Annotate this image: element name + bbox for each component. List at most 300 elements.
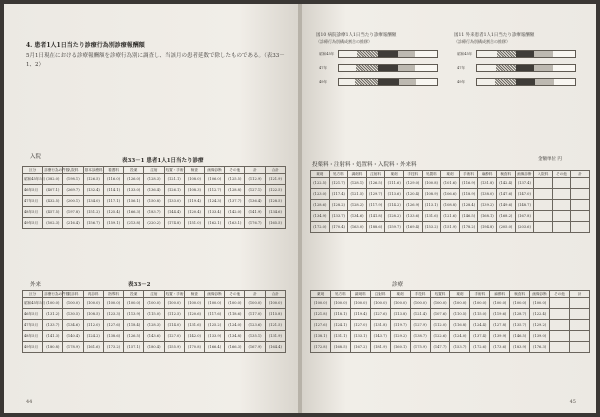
- right-table2-caption: 診療: [392, 282, 404, 288]
- table-cell: (100.0): [83, 298, 103, 309]
- table-cell: (175.9): [410, 342, 430, 353]
- table-cell: (269.7): [63, 185, 83, 196]
- bar-segment: [497, 51, 517, 57]
- table-cell: (113.9): [124, 309, 144, 320]
- table-cell: (117.6): [204, 309, 224, 320]
- table-cell: [534, 189, 553, 200]
- column-header: 薬剤: [390, 291, 410, 298]
- table-cell: (119.6): [490, 309, 510, 320]
- table-cell: (114.1): [103, 185, 123, 196]
- table-cell: (130.5): [63, 309, 83, 320]
- table-cell: (205.0): [496, 222, 515, 233]
- table-cell: (116.0): [103, 174, 123, 185]
- table-cell: (131.1): [330, 331, 350, 342]
- table-cell: (129.2): [530, 320, 550, 331]
- table-cell: (151.9): [441, 222, 460, 233]
- table-cell: (146.5): [510, 331, 530, 342]
- table-cell: (134.9): [311, 211, 330, 222]
- chart-inpatient-composition: [316, 32, 446, 92]
- column-header: 検査: [184, 167, 204, 174]
- table-cell: (173.6): [490, 342, 510, 353]
- table-cell: (117.0): [245, 309, 265, 320]
- bar-segment: [553, 65, 575, 71]
- table-cell: (166.4): [204, 342, 224, 353]
- table-cell: (113.1): [422, 200, 441, 211]
- table-row: [23, 298, 286, 309]
- table-cell: (180.8): [43, 342, 63, 353]
- column-header: 入院料: [534, 171, 553, 178]
- table-cell: (100.0): [410, 298, 430, 309]
- table-cell: (155.9): [164, 342, 184, 353]
- table-cell: (163.1): [225, 218, 245, 229]
- row-label: 48年5月: [23, 331, 43, 342]
- bar-segment: [535, 79, 555, 85]
- column-header: 処置・手術: [165, 167, 184, 172]
- table-cell: (100.0): [245, 298, 265, 309]
- column-header: 計: [245, 291, 265, 298]
- table-cell: (121.4): [410, 309, 430, 320]
- table-cell: (167.8): [515, 211, 534, 222]
- bar-segment: [477, 79, 495, 85]
- table-cell: (174.8): [164, 218, 184, 229]
- table-cell: (133.7): [43, 320, 63, 331]
- table-cell: (118.9): [459, 189, 478, 200]
- bar-label: 昭和45年: [457, 52, 473, 56]
- table-cell: (178.9): [63, 342, 83, 353]
- column-header: 投薬: [124, 291, 144, 298]
- table-cell: [552, 178, 571, 189]
- table-cell: (133.0): [164, 196, 184, 207]
- table-cell: (502.3): [43, 218, 63, 229]
- table-cell: (127.6): [370, 309, 390, 320]
- bar-label: 49年: [457, 80, 466, 84]
- table-cell: (146.5): [459, 211, 478, 222]
- table-cell: [552, 211, 571, 222]
- table-cell: (149.6): [496, 200, 515, 211]
- column-header: 入院料: [63, 167, 83, 174]
- column-header: 診療行為の件数: [44, 167, 70, 172]
- table-cell: (131.9): [265, 331, 285, 342]
- table-cell: (123.3): [103, 309, 123, 320]
- column-header: 処方料: [329, 171, 348, 178]
- table-row: [23, 174, 286, 185]
- row-label: 49年5月: [23, 218, 43, 229]
- inpatient-table-caption: 表33－1 患者1人1日当たり診療: [122, 158, 204, 164]
- stacked-bar: [457, 50, 576, 58]
- table-cell: (127.8): [490, 320, 510, 331]
- table-cell: (100.0): [450, 298, 470, 309]
- table-cell: (131.2): [43, 309, 63, 320]
- table-cell: (124.4): [470, 320, 490, 331]
- table-cell: (137.4): [515, 178, 534, 189]
- table-cell: (101.6): [441, 178, 460, 189]
- table-cell: (127.0): [350, 320, 370, 331]
- table-cell: (131.6): [184, 320, 204, 331]
- table-cell: (122.4): [530, 309, 550, 320]
- table-cell: (112.7): [204, 185, 224, 196]
- table-cell: (100.0): [103, 298, 123, 309]
- table-cell: (100.0): [311, 298, 331, 309]
- chart1-title: 図10 病院診療1人1日当たり診療報酬額: [316, 33, 397, 38]
- table-cell: (407.1): [43, 185, 63, 196]
- column-header: 区分: [23, 291, 43, 298]
- table-cell: (141.8): [366, 211, 385, 222]
- table-cell: (100.0): [184, 298, 204, 309]
- table-cell: (183.7): [144, 207, 164, 218]
- table-cell: (142.0): [184, 331, 204, 342]
- table-row: [23, 185, 286, 196]
- outpatient-table: [22, 290, 286, 353]
- table-cell: (198.1): [63, 174, 83, 185]
- column-header: 処置・手術: [165, 291, 184, 296]
- table-cell: (220.2): [144, 218, 164, 229]
- table-cell: (128.3): [144, 174, 164, 185]
- bar-segment: [477, 65, 496, 71]
- table-cell: [534, 200, 553, 211]
- table-cell: (128.1): [348, 178, 367, 189]
- table-cell: (197.8): [63, 207, 83, 218]
- table-cell: (129.7): [366, 189, 385, 200]
- table-cell: (138.6): [103, 331, 123, 342]
- table-cell: (131.6): [422, 211, 441, 222]
- table-cell: (115.0): [470, 309, 490, 320]
- column-header: 麻酔料: [490, 291, 510, 298]
- column-header: 麻酔料: [478, 171, 497, 178]
- table-cell: (100.0): [124, 298, 144, 309]
- row-label: 47年5月: [23, 320, 43, 331]
- table-cell: (108.0): [184, 174, 204, 185]
- table-cell: [571, 200, 590, 211]
- table-cell: [534, 222, 553, 233]
- column-header: その他: [550, 291, 570, 298]
- table-cell: (133.4): [204, 207, 224, 218]
- table-cell: (143.7): [370, 331, 390, 342]
- bar-label: 49年: [319, 80, 328, 84]
- inpatient-table: [22, 166, 286, 229]
- bar-segment: [534, 65, 554, 71]
- bar-segment: [516, 51, 534, 57]
- table-cell: (113.8): [390, 309, 410, 320]
- table-cell: (134.0): [83, 196, 103, 207]
- table-cell: (457.5): [43, 207, 63, 218]
- table-cell: [550, 298, 570, 309]
- table-cell: (117.9): [366, 200, 385, 211]
- bar-segment: [553, 51, 575, 57]
- table-cell: (178.2): [459, 222, 478, 233]
- table-cell: (151.2): [83, 207, 103, 218]
- table-cell: [571, 178, 590, 189]
- bar-segment: [398, 65, 416, 71]
- table-cell: [569, 342, 589, 353]
- table-row: [311, 342, 590, 353]
- column-header: その他: [225, 291, 245, 298]
- table-cell: (118.6): [225, 309, 245, 320]
- table-cell: (127.6): [103, 320, 123, 331]
- table-cell: (100.0): [144, 298, 164, 309]
- table-cell: [550, 309, 570, 320]
- table-cell: (169.4): [403, 222, 422, 233]
- outpatient-label: 外来: [30, 282, 42, 288]
- table-cell: (133.0): [124, 185, 144, 196]
- table-cell: (153.2): [422, 222, 441, 233]
- bar-label: 昭和45年: [319, 52, 335, 56]
- table-cell: (100.8): [422, 178, 441, 189]
- table-cell: (137.7): [225, 196, 245, 207]
- table-cell: (128.2): [348, 200, 367, 211]
- bar-segment: [516, 65, 534, 71]
- bar-segment: [398, 51, 416, 57]
- column-header: 基本診療料: [84, 167, 103, 172]
- table-cell: (153.7): [450, 342, 470, 353]
- table-cell: (139.9): [490, 331, 510, 342]
- table-cell: (114.0): [164, 320, 184, 331]
- table-cell: (124.1): [330, 320, 350, 331]
- column-header: 処方料: [330, 291, 350, 298]
- table-row: [23, 309, 286, 320]
- table-cell: (126.9): [403, 200, 422, 211]
- table-row: [311, 222, 590, 233]
- column-header: 注射料: [366, 171, 385, 178]
- table-cell: (216.4): [63, 218, 83, 229]
- table-cell: (134.6): [348, 211, 367, 222]
- column-header: 検査料: [510, 291, 530, 298]
- row-label: 昭和45年5月: [23, 174, 43, 185]
- table-cell: (106.6): [441, 189, 460, 200]
- table-cell: [552, 189, 571, 200]
- chart1-subtitle: （診療行為別構成割合の推移）: [316, 39, 372, 44]
- table-cell: (382.0): [43, 174, 63, 185]
- table-cell: (134.8): [225, 331, 245, 342]
- table-row: [23, 331, 286, 342]
- table-cell: (133.1): [350, 331, 370, 342]
- table-cell: (100.0): [430, 298, 450, 309]
- stacked-bar: [319, 64, 438, 72]
- chart2-title: 図11 外来患者1人1日当たり診療報酬額: [454, 33, 535, 38]
- table-cell: (123.0): [311, 189, 330, 200]
- table-cell: (118.4): [124, 320, 144, 331]
- row-label: 49年5月: [23, 342, 43, 353]
- table-cell: (160.1): [390, 342, 410, 353]
- right-table-1: [310, 170, 590, 233]
- table-cell: (100.0): [225, 298, 245, 309]
- unit-label: 金額単位 円: [538, 157, 562, 162]
- table-cell: (161.6): [83, 342, 103, 353]
- bar-segment: [496, 65, 517, 71]
- table-cell: (133.6): [403, 211, 422, 222]
- table-cell: (100.0): [370, 298, 390, 309]
- table-row: [23, 196, 286, 207]
- table-cell: (135.7): [510, 320, 530, 331]
- column-header: 処置料: [422, 171, 441, 178]
- table-cell: (100.0): [530, 298, 550, 309]
- table-cell: (176.7): [245, 218, 265, 229]
- column-header: 手技料: [410, 291, 430, 298]
- column-header: 合計: [265, 167, 285, 174]
- table-cell: (121.8): [311, 309, 331, 320]
- table-cell: (128.4): [459, 200, 478, 211]
- table-row: [23, 207, 286, 218]
- table-cell: (126.5): [83, 174, 103, 185]
- table-row: [23, 320, 286, 331]
- table-cell: (163.0): [348, 222, 367, 233]
- column-header: 手術料: [459, 171, 478, 178]
- table-cell: (125.4): [103, 207, 123, 218]
- table-cell: (180.4): [144, 342, 164, 353]
- bar-segment: [415, 51, 437, 57]
- column-header: 診療行為の件数: [44, 291, 70, 296]
- table-cell: (203.6): [515, 222, 534, 233]
- table-cell: (172.6): [470, 342, 490, 353]
- table-cell: (170.4): [329, 222, 348, 233]
- table-cell: (100.0): [330, 298, 350, 309]
- table-cell: (120.4): [403, 189, 422, 200]
- table-cell: (139.2): [478, 200, 497, 211]
- bar-segment: [415, 65, 437, 71]
- stacked-bar: [457, 78, 576, 86]
- table-cell: (128.2): [329, 200, 348, 211]
- table-cell: (112.9): [245, 174, 265, 185]
- table-cell: (121.5): [348, 189, 367, 200]
- right-table1-caption: 投薬料・注射料・処置料・入院料・外来料: [312, 162, 417, 168]
- chart-outpatient-composition: [454, 32, 584, 92]
- column-header: 画像診断: [204, 291, 224, 298]
- bar-segment: [355, 79, 379, 85]
- table-cell: [534, 178, 553, 189]
- column-header: 注射料: [370, 291, 390, 298]
- table-cell: (127.0): [164, 331, 184, 342]
- table-cell: (132.4): [83, 185, 103, 196]
- table-cell: (107.6): [430, 309, 450, 320]
- table-cell: (100.0): [265, 298, 285, 309]
- stacked-bar: [457, 64, 576, 72]
- table-row: [311, 178, 590, 189]
- table-cell: (115.0): [144, 309, 164, 320]
- table-cell: (124.3): [204, 196, 224, 207]
- right-page: [302, 4, 596, 413]
- table-cell: [534, 211, 553, 222]
- bar-segment: [477, 51, 497, 57]
- table-cell: (183.9): [510, 342, 530, 353]
- table-cell: (100.0): [390, 298, 410, 309]
- column-header: 調剤料: [348, 171, 367, 178]
- table-cell: (135.1): [245, 331, 265, 342]
- table-cell: (140.4): [63, 331, 83, 342]
- table-cell: (168.1): [478, 211, 497, 222]
- table-cell: (116.9): [459, 178, 478, 189]
- table-cell: (100.0): [350, 298, 370, 309]
- table-cell: (100.0): [43, 298, 63, 309]
- table-row: [311, 309, 590, 320]
- table-cell: (129.0): [403, 178, 422, 189]
- table-cell: (108.3): [184, 185, 204, 196]
- table-cell: (100.0): [63, 298, 83, 309]
- table-cell: (133.9): [204, 331, 224, 342]
- section-paragraph: 5月1日現在における診療報酬額を診療行為別に調査し、当該月の患者延数で除したものである。（表33－1、2）: [26, 53, 285, 68]
- table-cell: (108.9): [422, 189, 441, 200]
- bar-segment: [399, 79, 417, 85]
- table-cell: (127.6): [311, 320, 331, 331]
- table-cell: (143.6): [144, 331, 164, 342]
- table-cell: (147.6): [496, 189, 515, 200]
- bar-segment: [378, 79, 399, 85]
- bar-segment: [554, 79, 575, 85]
- table-cell: [552, 200, 571, 211]
- table-cell: (108.5): [83, 309, 103, 320]
- table-cell: (167.9): [245, 342, 265, 353]
- table-cell: (121.9): [265, 174, 285, 185]
- table-cell: (114.2): [385, 200, 404, 211]
- table-cell: (173.2): [103, 342, 123, 353]
- table-cell: (156.7): [83, 218, 103, 229]
- stacked-bar: [319, 50, 438, 58]
- table-cell: (123.6): [245, 320, 265, 331]
- table-cell: (170.8): [184, 342, 204, 353]
- table-cell: (122.5): [265, 185, 285, 196]
- table-cell: (141.3): [43, 331, 63, 342]
- table-cell: (137.4): [470, 331, 490, 342]
- bar-segment: [516, 79, 535, 85]
- bar-segment: [339, 51, 357, 57]
- table-cell: [569, 298, 589, 309]
- table-cell: (106.0): [204, 174, 224, 185]
- column-header: 区分: [23, 167, 43, 174]
- table-cell: (115.8): [265, 309, 285, 320]
- bar-segment: [339, 65, 356, 71]
- page-number-right: 45: [569, 399, 576, 405]
- table-cell: (126.1): [164, 185, 184, 196]
- row-label: 47年5月: [23, 196, 43, 207]
- table-cell: (127.1): [245, 185, 265, 196]
- table-cell: (139.0): [530, 331, 550, 342]
- table-cell: (119.7): [390, 320, 410, 331]
- table-cell: [550, 342, 570, 353]
- column-header: 注射: [144, 167, 164, 174]
- table-cell: (125.2): [204, 320, 224, 331]
- table-cell: (111.6): [385, 178, 404, 189]
- table-cell: (100.0): [490, 298, 510, 309]
- table-cell: (128.8): [225, 185, 245, 196]
- table-cell: (108.8): [441, 200, 460, 211]
- table-cell: (159.1): [103, 218, 123, 229]
- section-title: 4. 患者1人1日当たり診療行為別診療報酬額: [26, 42, 145, 49]
- table-cell: (176.3): [530, 342, 550, 353]
- row-label: 46年5月: [23, 185, 43, 196]
- table-cell: (172.0): [311, 222, 330, 233]
- column-header: 画像診断: [204, 167, 224, 174]
- table-cell: [550, 320, 570, 331]
- table-cell: (168.5): [330, 342, 350, 353]
- table-cell: (120.6): [184, 309, 204, 320]
- column-header: 投薬: [124, 167, 144, 174]
- column-header: 手術料: [470, 291, 490, 298]
- table-cell: (147.0): [515, 189, 534, 200]
- table-cell: (128.3): [144, 320, 164, 331]
- column-header: 薬剤: [311, 171, 330, 178]
- table-cell: (127.9): [410, 320, 430, 331]
- bar-label: 47年: [319, 66, 328, 70]
- left-page: [4, 4, 298, 413]
- table-cell: (141.9): [245, 207, 265, 218]
- bar-segment: [416, 79, 437, 85]
- table-cell: (128.2): [385, 211, 404, 222]
- table-cell: (100.0): [204, 298, 224, 309]
- stacked-bar: [319, 78, 438, 86]
- column-header: 計: [569, 291, 589, 298]
- bar-label: 47年: [457, 66, 466, 70]
- table-cell: (100.0): [164, 298, 184, 309]
- column-header: 注射: [144, 291, 164, 298]
- table-cell: (128.5): [265, 196, 285, 207]
